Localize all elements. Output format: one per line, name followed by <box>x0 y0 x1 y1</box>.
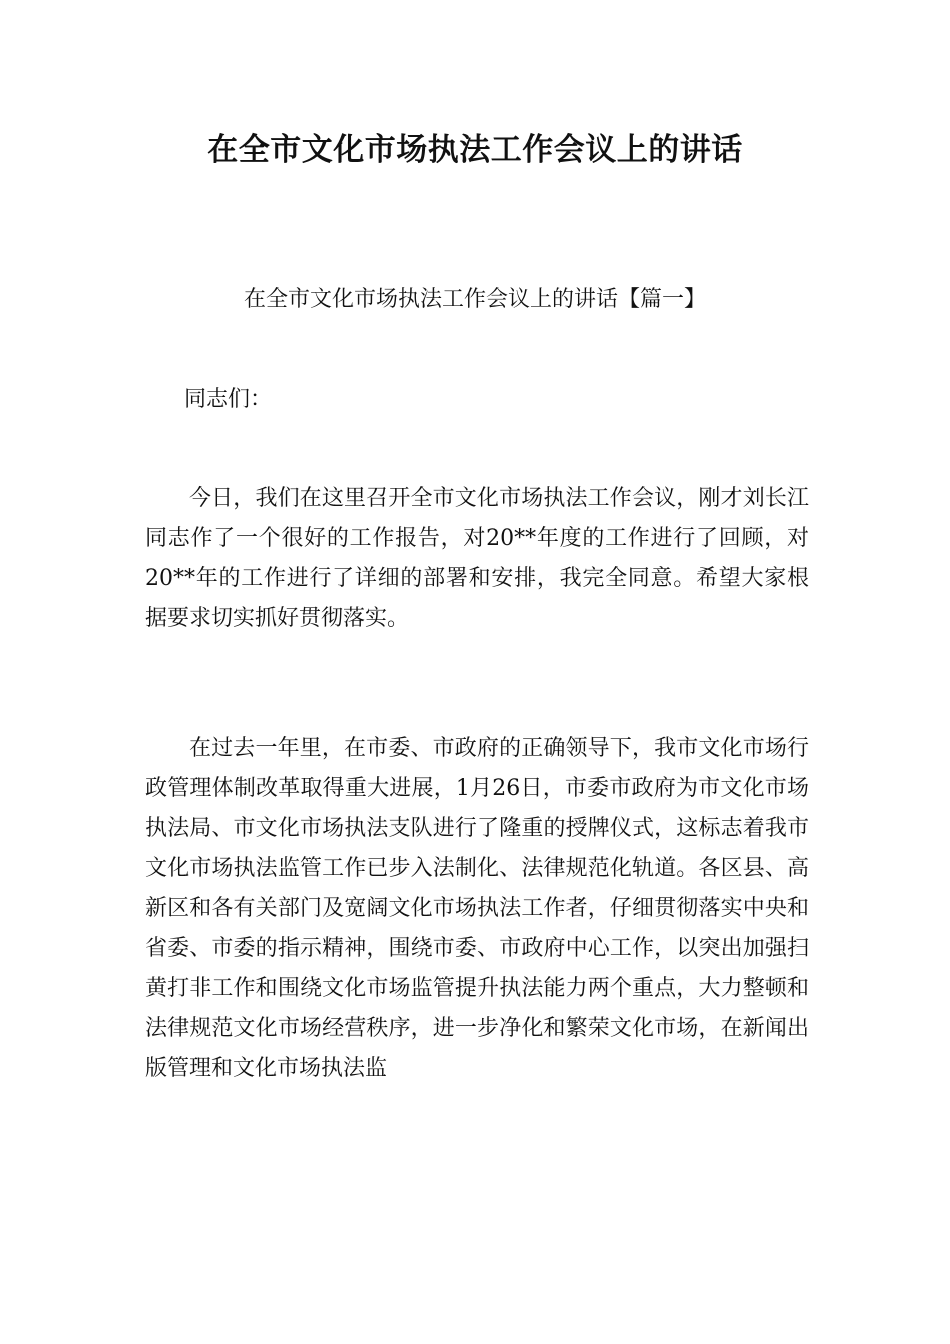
body-paragraph: 今日，我们在这里召开全市文化市场执法工作会议，刚才刘长江同志作了一个很好的工作报告，对20**年度的工作进行了回顾，对20**年的工作进行了详细的部署和安排，我完全同意。希望大家根据要求切实抓好贯彻落实。 <box>145 486 809 631</box>
document-subtitle: 在全市文化市场执法工作会议上的讲话【篇一】 <box>243 287 706 312</box>
salutation: 同志们： <box>184 387 273 412</box>
document-title: 在全市文化市场执法工作会议上的讲话 <box>207 132 743 168</box>
body-paragraph: 在过去一年里，在市委、市政府的正确领导下，我市文化市场行政管理体制改革取得重大进展，1月26日，市委市政府为市文化市场执法局、市文化市场执法支队进行了隆重的授牌仪式，这标志着我市文化市场执法监管工作已步入法制化、法律规范化轨道。各区县、高新区和各有关部门及宽阔文化市场执法工作者，仔细贯彻落实中央和省委、市委的指示精神，围绕市委、市政府中心工作，以突出加强扫黄打非工作和围绕文化市场监管提升执法能力两个重点，大力整顿和法律规范文化市场经营秩序，进一步净化和繁荣文化市场，在新闻出版管理和文化市场执法监 <box>145 736 809 1081</box>
